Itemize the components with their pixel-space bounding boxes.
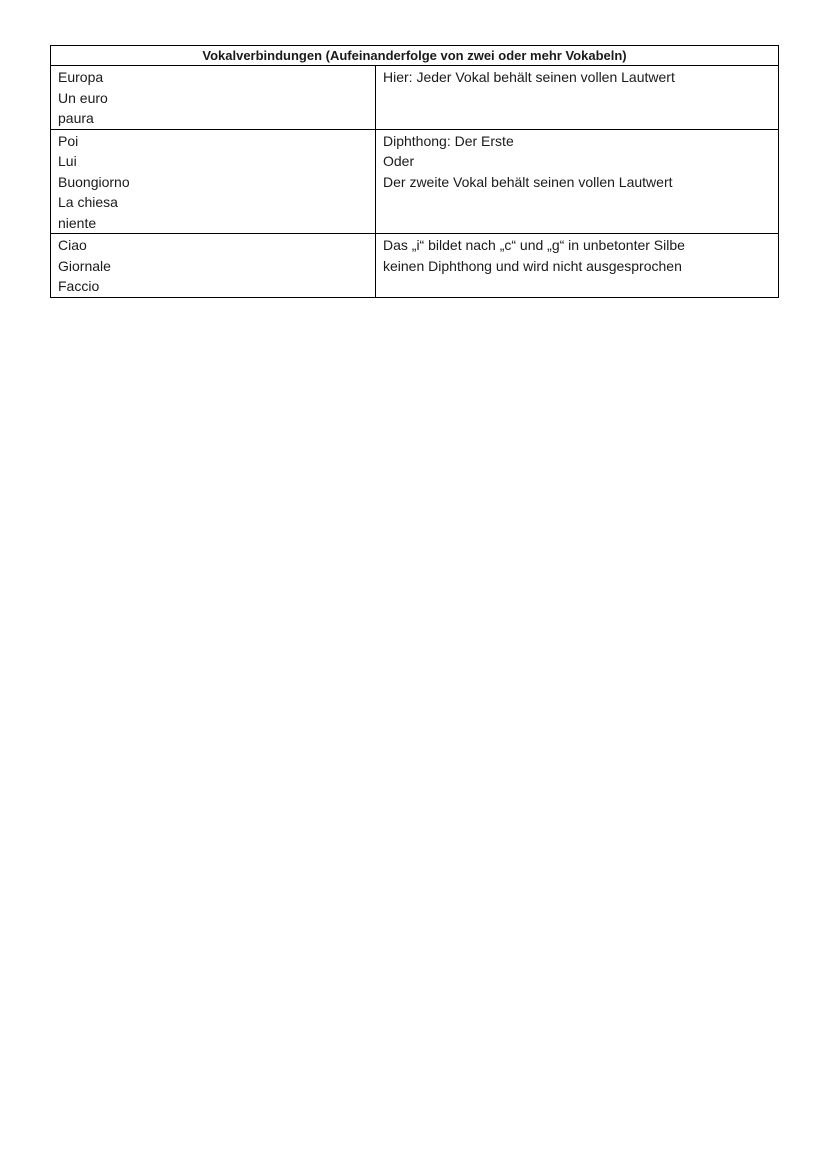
table-row [51, 234, 779, 298]
explanation-line: Hier: Jeder Vokal behält seinen vollen Lautwert [383, 69, 675, 85]
example-word: Poi [58, 132, 79, 149]
example-word: Buongiorno [58, 173, 130, 190]
examples-cell [51, 129, 376, 234]
example-word: Un euro [58, 89, 108, 106]
explanation-cell [376, 129, 779, 234]
table-title: Vokalverbindungen (Aufeinanderfolge von zwei oder mehr Vokabeln) [51, 46, 779, 66]
example-word: paura [58, 110, 94, 126]
example-word: Faccio [58, 278, 100, 294]
example-word: niente [58, 214, 97, 231]
explanation-line: Das „i“ bildet nach „c“ und „g“ in unbetonter Silbe [383, 237, 685, 253]
examples-cell [51, 234, 376, 298]
example-word: Ciao [58, 237, 87, 253]
example-word: Giornale [58, 257, 111, 274]
vokal-table [50, 45, 779, 298]
explanation-line: Oder [383, 153, 415, 169]
example-word: La chiesa [58, 194, 118, 210]
document-page [50, 45, 778, 298]
example-word: Lui [58, 153, 77, 169]
explanation-line: Diphthong: Der Erste [383, 132, 514, 149]
examples-cell [51, 66, 376, 130]
table-header-row [51, 46, 779, 66]
table-row [51, 66, 779, 130]
explanation-cell [376, 234, 779, 298]
explanation-line: keinen Diphthong und wird nicht ausgesprochen [383, 257, 682, 274]
table-row [51, 129, 779, 234]
explanation-cell [376, 66, 779, 130]
example-word: Europa [58, 69, 104, 85]
explanation-line: Der zweite Vokal behält seinen vollen Lautwert [383, 173, 673, 190]
